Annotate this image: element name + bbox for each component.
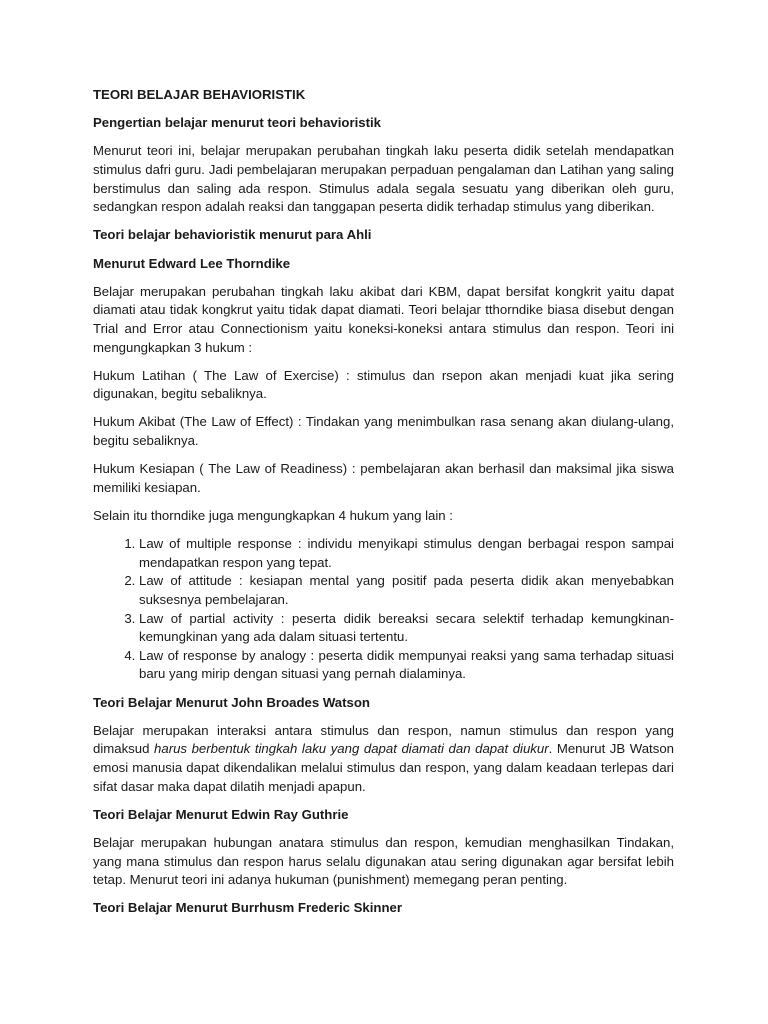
paragraph-pengertian: Menurut teori ini, belajar merupakan perubahan tingkah laku peserta didik setelah mendapatkan stimulus dafri guru. Jadi pembelajaran merupakan perpaduan pengalaman dan Latihan yang saling berstimulus dan saling ada respon. Stimulus adala segala sesuatu yang diberikan oleh guru, sedangkan respon adalah reaksi dan tanggapan peserta didik terhadap stimulus yang diberikan. bbox=[93, 143, 674, 215]
heading-skinner: Teori Belajar Menurut Burrhusm Frederic Skinner bbox=[93, 900, 403, 916]
watson-text-1: Belajar merupakan interaksi antara stimulus dan respon, namun stimulus dan respon yang dimaksud bbox=[93, 722, 674, 757]
paragraph-other-laws-intro: Selain itu thorndike juga mengungkapkan 4 hukum yang lain : bbox=[93, 508, 453, 524]
paragraph-law-effect: Hukum Akibat (The Law of Effect) : Tindakan yang menimbulkan rasa senang akan diulang-ulang, begitu sebaliknya. bbox=[93, 414, 674, 449]
paragraph-guthrie: Belajar merupakan hubungan anatara stimulus dan respon, kemudian menghasilkan Tindakan, yang mana stimulus dan respon harus selalu digunakan atau sering digunakan agar bersifat lebih tetap. Menurut teori ini adanya hukuman (punishment) memegang peran penting. bbox=[93, 834, 674, 888]
list-item: 2. Law of attitude : kesiapan mental yang positif pada peserta didik akan menyebabkan suksesnya pembelajaran. bbox=[139, 572, 674, 609]
heading-pengertian: Pengertian belajar menurut teori behavioristik bbox=[93, 115, 382, 131]
list-item: 1. Law of multiple response : individu menyikapi stimulus dengan berbagai respon sampai mendapatkan respon yang tepat. bbox=[139, 535, 674, 572]
watson-italic-text: harus berbentuk tingkah laku yang dapat diamati dan dapat diukur bbox=[154, 741, 549, 757]
paragraph-thorndike-intro: Belajar merupakan perubahan tingkah laku akibat dari KBM, dapat bersifat kongkrit yaitu dapat diamati atau tidak kongkrut yaitu tidak dapat diamati. Teori belajar tthorndike biasa disebut dengan Trial and Error atau Connectionism yaitu koneksi-koneksi antara stimulus dan respon. Teori ini mengungkapkan 3 hukum : bbox=[93, 283, 674, 355]
heading-guthrie: Teori Belajar Menurut Edwin Ray Guthrie bbox=[93, 806, 349, 822]
watson-text-2: . Menurut JB Watson emosi manusia dapat dikendalikan melalui stimulus dan respon, yang dalam keadaan terlepas dari sifat dasar maka dapat dilatih menjadi apapun. bbox=[93, 741, 674, 794]
heading-watson: Teori Belajar Menurut John Broades Watson bbox=[93, 694, 370, 710]
paragraph-law-readiness: Hukum Kesiapan ( The Law of Readiness) : pembelajaran akan berhasil dan maksimal jika siswa memiliki kesiapan. bbox=[93, 461, 674, 495]
list-item: 3. Law of partial activity : peserta didik bereaksi secara selektif terhadap kemungkinan-kemungkinan yang ada dalam situasi tertentu. bbox=[139, 610, 674, 647]
heading-thorndike: Menurut Edward Lee Thorndike bbox=[93, 255, 291, 271]
paragraph-law-exercise: Hukum Latihan ( The Law of Exercise) : stimulus dan rsepon akan menjadi kuat jika sering digunakan, begitu sebaliknya. bbox=[93, 367, 674, 402]
paragraph-watson bbox=[93, 722, 674, 796]
heading-para-ahli: Teori belajar behavioristik menurut para Ahli bbox=[93, 227, 372, 243]
other-laws-list bbox=[93, 535, 674, 684]
document-title: TEORI BELAJAR BEHAVIORISTIK bbox=[93, 87, 306, 102]
list-item: 4. Law of response by analogy : peserta didik mempunyai reaksi yang sama terhadap situasi baru yang mirip dengan situasi yang pernah dialaminya. bbox=[139, 647, 674, 684]
